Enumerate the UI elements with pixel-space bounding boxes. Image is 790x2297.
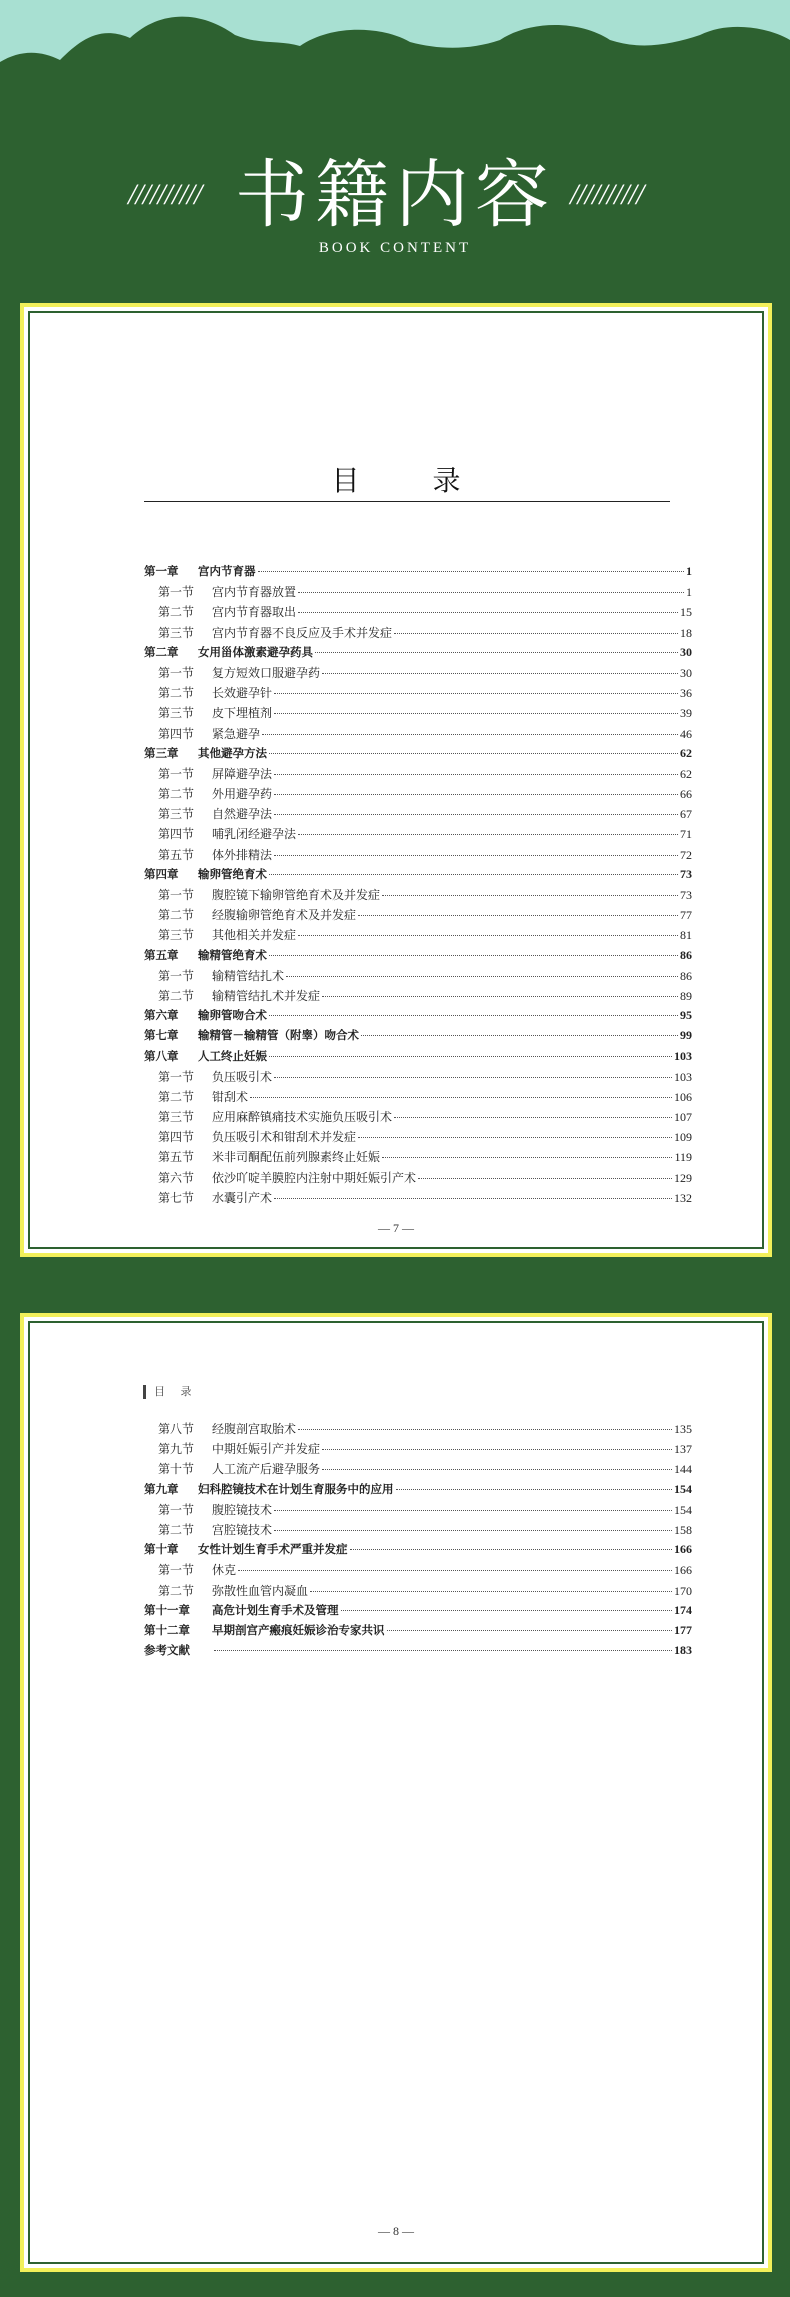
- toc-entry-title: 其他避孕方法: [198, 745, 267, 760]
- toc-entry-title: 屏障避孕法: [212, 766, 273, 781]
- toc-entry-label: 第四节: [158, 726, 195, 741]
- toc-dot-leader: [358, 1137, 672, 1138]
- toc-dot-leader: [274, 693, 678, 694]
- toc-section-entry: [144, 603, 692, 623]
- toc-entry-label: 第四节: [158, 1130, 195, 1145]
- toc-entry-label: 第一节: [158, 766, 195, 781]
- toc-entry-label: 第一章: [144, 564, 179, 578]
- toc-entry-label: 第六节: [158, 1170, 195, 1185]
- toc-entry-label: 第一节: [158, 1502, 195, 1517]
- toc-dot-leader: [310, 1591, 672, 1592]
- toc-dot-leader: [322, 1469, 672, 1470]
- toc-dot-leader: [274, 713, 678, 714]
- toc-entry-title: 体外排精法: [212, 847, 273, 862]
- toc-dot-leader: [387, 1630, 673, 1631]
- toc-chapter-entry: [144, 1622, 692, 1642]
- toc-dot-leader: [269, 955, 678, 956]
- toc-entry-title: 输精管绝育术: [198, 947, 267, 962]
- toc-entry-page: 137: [674, 1442, 692, 1457]
- toc-entry-title: 输精管结扎术: [212, 968, 285, 983]
- toc-entry-title: 复方短效口服避孕药: [212, 665, 321, 680]
- toc-entry-title: 钳刮术: [212, 1089, 249, 1104]
- toc-section-entry: [144, 987, 692, 1007]
- toc-dot-leader: [418, 1178, 672, 1179]
- toc-entry-label: 第二节: [158, 1089, 195, 1104]
- toc-entry-label: 第八节: [158, 1422, 195, 1436]
- toc-entry-label: 第二节: [158, 787, 195, 802]
- toc-entry-label: 第七节: [158, 1190, 195, 1205]
- toc-entry-page: 36: [680, 686, 692, 701]
- toc-dot-leader: [286, 976, 678, 977]
- toc-dot-leader: [250, 1097, 672, 1098]
- toc-entry-label: 第三节: [158, 928, 195, 943]
- toc-entry-page: 81: [680, 928, 692, 943]
- toc-entry-page: 166: [674, 1542, 692, 1557]
- toc-chapter-entry: [144, 1048, 692, 1068]
- toc-dot-leader: [274, 1510, 672, 1511]
- toc-dot-leader: [298, 935, 678, 936]
- toc-entry-label: 第一节: [158, 665, 195, 680]
- toc-dot-leader: [396, 1489, 673, 1490]
- toc-entry-page: 62: [680, 766, 692, 781]
- toc-entry-label: 第十节: [158, 1462, 195, 1477]
- toc-entry-page: 107: [674, 1110, 692, 1125]
- toc-dot-leader: [382, 895, 678, 896]
- toc-chapter-entry: [144, 1007, 692, 1027]
- toc-section-entry: [144, 967, 692, 987]
- toc-section-entry: [144, 825, 692, 845]
- toc-entry-label: 第二节: [158, 1522, 195, 1537]
- toc-entry-label: 第三节: [158, 625, 195, 640]
- toc-section-entry: [144, 1189, 692, 1209]
- toc-entry-label: 第九章: [144, 1481, 179, 1496]
- toc-dot-leader: [350, 1549, 673, 1550]
- toc-list: [144, 563, 692, 1209]
- toc-dot-leader: [269, 1015, 678, 1016]
- toc-entry-label: 第十一章: [144, 1602, 190, 1617]
- page-frame: [28, 1321, 764, 2264]
- toc-entry-label: 第十章: [144, 1542, 179, 1557]
- toc-chapter-entry: [144, 1602, 692, 1622]
- toc-entry-label: 第二节: [158, 605, 195, 620]
- toc-entry-title: 人工终止妊娠: [198, 1048, 267, 1063]
- toc-dot-leader: [269, 1056, 672, 1057]
- toc-entry-page: 77: [680, 908, 692, 923]
- toc-entry-label: 第一节: [158, 968, 195, 983]
- toc-dot-leader: [322, 996, 678, 997]
- toc-dot-leader: [341, 1610, 673, 1611]
- toc-entry-label: 第二节: [158, 988, 195, 1003]
- toc-entry-page: 46: [680, 726, 692, 741]
- toc-section-entry: [144, 704, 692, 724]
- toc-section-entry: [144, 785, 692, 805]
- toc-entry-page: 103: [674, 1048, 692, 1063]
- toc-entry-label: 第一节: [158, 585, 195, 600]
- toc-chapter-entry: [144, 1642, 692, 1662]
- toc-entry-page: 66: [680, 787, 692, 802]
- toc-entry-label: 第一节: [158, 1069, 195, 1084]
- toc-entry-label: 第二节: [158, 686, 195, 701]
- toc-dot-leader: [274, 774, 678, 775]
- toc-dot-leader: [298, 612, 678, 613]
- page-subtitle: BOOK CONTENT: [318, 240, 472, 256]
- toc-chapter-entry: [144, 866, 692, 886]
- toc-dot-leader: [394, 1117, 672, 1118]
- toc-entry-title: 自然避孕法: [212, 807, 273, 822]
- toc-entry-title: 腹腔镜技术: [212, 1502, 273, 1517]
- toc-entry-page: 166: [674, 1563, 692, 1578]
- toc-entry-title: 高危计划生育手术及管理: [212, 1602, 339, 1617]
- toc-entry-label: 第五节: [158, 1150, 195, 1165]
- toc-entry-page: 177: [674, 1622, 692, 1637]
- toc-dot-leader: [258, 571, 685, 572]
- toc-dot-leader: [382, 1157, 672, 1158]
- toc-chapter-entry: [144, 1541, 692, 1561]
- toc-dot-leader: [322, 673, 678, 674]
- toc-entry-label: 第二章: [144, 644, 179, 659]
- toc-entry-page: 1: [686, 585, 692, 600]
- toc-entry-label: 参考文献: [144, 1643, 190, 1658]
- toc-entry-label: 第四节: [158, 827, 195, 842]
- toc-dot-leader: [298, 834, 678, 835]
- toc-entry-page: 170: [674, 1583, 692, 1598]
- toc-entry-title: 输精管－输精管（附睾）吻合术: [198, 1028, 359, 1043]
- toc-section-entry: [144, 684, 692, 704]
- toc-chapter-entry: [144, 1027, 692, 1047]
- toc-entry-title: 人工流产后避孕服务: [212, 1462, 321, 1477]
- toc-dot-leader: [274, 1077, 672, 1078]
- page-number: — 8 —: [378, 2224, 414, 2238]
- toc-dot-leader: [322, 1449, 672, 1450]
- toc-section-entry: [144, 805, 692, 825]
- toc-entry-title: 负压吸引术: [212, 1069, 273, 1084]
- toc-entry-title: 宫内节育器取出: [212, 605, 297, 620]
- toc-entry-title: 女用甾体激素避孕药具: [198, 644, 313, 659]
- toc-entry-title: 经腹剖宫取胎术: [212, 1422, 297, 1436]
- toc-section-entry: [144, 1521, 692, 1541]
- toc-entry-label: 第七章: [144, 1028, 179, 1043]
- toc-section-entry: [144, 1148, 692, 1168]
- page-header: [0, 150, 790, 260]
- toc-entry-title: 宫内节育器: [198, 564, 256, 578]
- toc-entry-page: 86: [680, 947, 692, 962]
- toc-entry-page: 109: [674, 1130, 692, 1145]
- toc-section-entry: [144, 1068, 692, 1088]
- toc-entry-title: 输卵管绝育术: [198, 866, 267, 881]
- toc-entry-label: 第三章: [144, 745, 179, 760]
- toc-entry-title: 腹腔镜下输卵管绝育术及并发症: [212, 888, 381, 902]
- toc-dot-leader: [361, 1035, 678, 1036]
- toc-entry-label: 第一节: [158, 1563, 195, 1578]
- toc-entry-label: 第三节: [158, 1110, 195, 1125]
- toc-section-entry: [144, 906, 692, 926]
- toc-entry-title: 皮下埋植剂: [212, 706, 273, 721]
- toc-entry-page: 67: [680, 807, 692, 822]
- toc-dot-leader: [358, 915, 678, 916]
- toc-section-entry: [144, 886, 692, 906]
- toc-section-entry: [144, 624, 692, 644]
- toc-entry-page: 119: [674, 1150, 692, 1165]
- toc-entry-page: 62: [680, 745, 692, 760]
- toc-entry-title: 哺乳闭经避孕法: [212, 827, 297, 842]
- toc-section-entry: [144, 1440, 692, 1460]
- toc-entry-page: 95: [680, 1008, 692, 1023]
- toc-entry-page: 158: [674, 1522, 692, 1537]
- toc-entry-label: 第四章: [144, 866, 179, 881]
- toc-entry-title: 经腹输卵管绝育术及并发症: [212, 908, 357, 923]
- toc-heading-rule: [144, 501, 670, 502]
- toc-entry-label: 第十二章: [144, 1622, 190, 1637]
- toc-entry-page: 1: [686, 564, 692, 578]
- toc-entry-page: 129: [674, 1170, 692, 1185]
- toc-entry-label: 第六章: [144, 1008, 179, 1023]
- toc-entry-title: 早期剖宫产瘢痕妊娠诊治专家共识: [212, 1622, 385, 1637]
- toc-entry-page: 30: [680, 644, 692, 659]
- toc-section-entry: [144, 1582, 692, 1602]
- toc-entry-page: 15: [680, 605, 692, 620]
- toc-entry-title: 依沙吖啶羊膜腔内注射中期妊娠引产术: [212, 1170, 417, 1185]
- toc-section-entry: [144, 1460, 692, 1480]
- toc-dot-leader: [394, 633, 678, 634]
- toc-section-entry: [144, 765, 692, 785]
- page-frame: [28, 311, 764, 1249]
- toc-chapter-entry: [144, 1481, 692, 1501]
- toc-dot-leader: [274, 855, 678, 856]
- toc-entry-page: 39: [680, 706, 692, 721]
- decorative-slashes-right: //////////: [570, 178, 644, 211]
- toc-entry-title: 紧急避孕: [212, 726, 261, 741]
- toc-entry-title: 米非司酮配伍前列腺素终止妊娠: [212, 1150, 381, 1165]
- toc-entry-page: 135: [674, 1422, 692, 1436]
- toc-entry-title: 中期妊娠引产并发症: [212, 1442, 321, 1457]
- book-page-2: [20, 1313, 772, 2272]
- toc-section-entry: [144, 1088, 692, 1108]
- toc-dot-leader: [274, 814, 678, 815]
- toc-entry-label: 第一节: [158, 888, 195, 902]
- toc-entry-page: 73: [680, 888, 692, 902]
- toc-entry-title: 其他相关并发症: [212, 928, 297, 943]
- toc-section-entry: [144, 583, 692, 603]
- toc-entry-page: 73: [680, 866, 692, 881]
- toc-entry-title: 负压吸引术和钳刮术并发症: [212, 1130, 357, 1145]
- toc-entry-label: 第二节: [158, 1583, 195, 1598]
- toc-section-entry: [144, 1561, 692, 1581]
- toc-entry-label: 第九节: [158, 1442, 195, 1457]
- toc-chapter-entry: [144, 745, 692, 765]
- toc-entry-title: 应用麻醉镇痛技术实施负压吸引术: [212, 1110, 393, 1125]
- toc-dot-leader: [262, 734, 678, 735]
- toc-entry-title: 宫内节育器放置: [212, 585, 297, 600]
- toc-dot-leader: [214, 1650, 672, 1651]
- toc-entry-title: 妇科腔镜技术在计划生育服务中的应用: [198, 1481, 394, 1496]
- page-number: — 7 —: [378, 1221, 414, 1235]
- book-page-1: [20, 303, 772, 1257]
- toc-dot-leader: [298, 592, 684, 593]
- toc-entry-page: 154: [674, 1481, 692, 1496]
- toc-dot-leader: [274, 1530, 672, 1531]
- toc-dot-leader: [269, 753, 678, 754]
- toc-entry-title: 宫内节育器不良反应及手术并发症: [212, 625, 393, 640]
- toc-dot-leader: [274, 794, 678, 795]
- toc-dot-leader: [274, 1198, 672, 1199]
- running-head: 目 录: [143, 1385, 198, 1399]
- toc-section-entry: [144, 725, 692, 745]
- toc-entry-label: 第五章: [144, 947, 179, 962]
- toc-entry-page: 174: [674, 1602, 692, 1617]
- toc-entry-label: 第五节: [158, 847, 195, 862]
- toc-list: [144, 1420, 692, 1662]
- toc-entry-title: 宫腔镜技术: [212, 1522, 273, 1537]
- toc-entry-page: 18: [680, 625, 692, 640]
- toc-entry-page: 144: [674, 1462, 692, 1477]
- toc-entry-page: 103: [674, 1069, 692, 1084]
- toc-entry-title: 长效避孕针: [212, 686, 273, 701]
- toc-chapter-entry: [144, 947, 692, 967]
- toc-entry-page: 30: [680, 665, 692, 680]
- toc-section-entry: [144, 1501, 692, 1521]
- toc-dot-leader: [269, 874, 678, 875]
- toc-entry-page: 99: [680, 1028, 692, 1043]
- toc-entry-label: 第三节: [158, 706, 195, 721]
- toc-entry-label: 第三节: [158, 807, 195, 822]
- toc-entry-page: 86: [680, 968, 692, 983]
- toc-section-entry: [144, 846, 692, 866]
- toc-entry-label: 第八章: [144, 1048, 179, 1063]
- toc-dot-leader: [298, 1429, 672, 1430]
- toc-section-entry: [144, 1169, 692, 1189]
- toc-section-entry: [144, 1108, 692, 1128]
- toc-chapter-entry: [144, 644, 692, 664]
- toc-entry-page: 154: [674, 1502, 692, 1517]
- toc-entry-title: 输精管结扎术并发症: [212, 988, 321, 1003]
- toc-entry-page: 72: [680, 847, 692, 862]
- toc-entry-title: 弥散性血管内凝血: [212, 1583, 309, 1598]
- toc-entry-title: 水囊引产术: [212, 1190, 273, 1205]
- toc-section-entry: [144, 664, 692, 684]
- toc-dot-leader: [315, 652, 678, 653]
- toc-entry-page: 132: [674, 1190, 692, 1205]
- toc-section-entry: [144, 926, 692, 946]
- toc-entry-title: 女性计划生育手术严重并发症: [198, 1542, 348, 1557]
- toc-dot-leader: [238, 1570, 672, 1571]
- toc-heading: 目 录: [331, 464, 493, 497]
- toc-entry-page: 183: [674, 1643, 692, 1658]
- toc-entry-title: 外用避孕药: [212, 787, 273, 802]
- toc-entry-page: 89: [680, 988, 692, 1003]
- toc-entry-label: 第二节: [158, 908, 195, 923]
- toc-entry-title: 输卵管吻合术: [198, 1008, 267, 1023]
- toc-section-entry: [144, 1420, 692, 1440]
- toc-entry-page: 106: [674, 1089, 692, 1104]
- page-title: 书籍内容: [235, 152, 555, 238]
- decorative-slashes-left: //////////: [128, 178, 202, 211]
- toc-chapter-entry: [144, 563, 692, 583]
- toc-entry-title: 休克: [212, 1563, 237, 1578]
- top-wave-decoration: [0, 0, 790, 100]
- toc-entry-page: 71: [680, 827, 692, 842]
- toc-section-entry: [144, 1128, 692, 1148]
